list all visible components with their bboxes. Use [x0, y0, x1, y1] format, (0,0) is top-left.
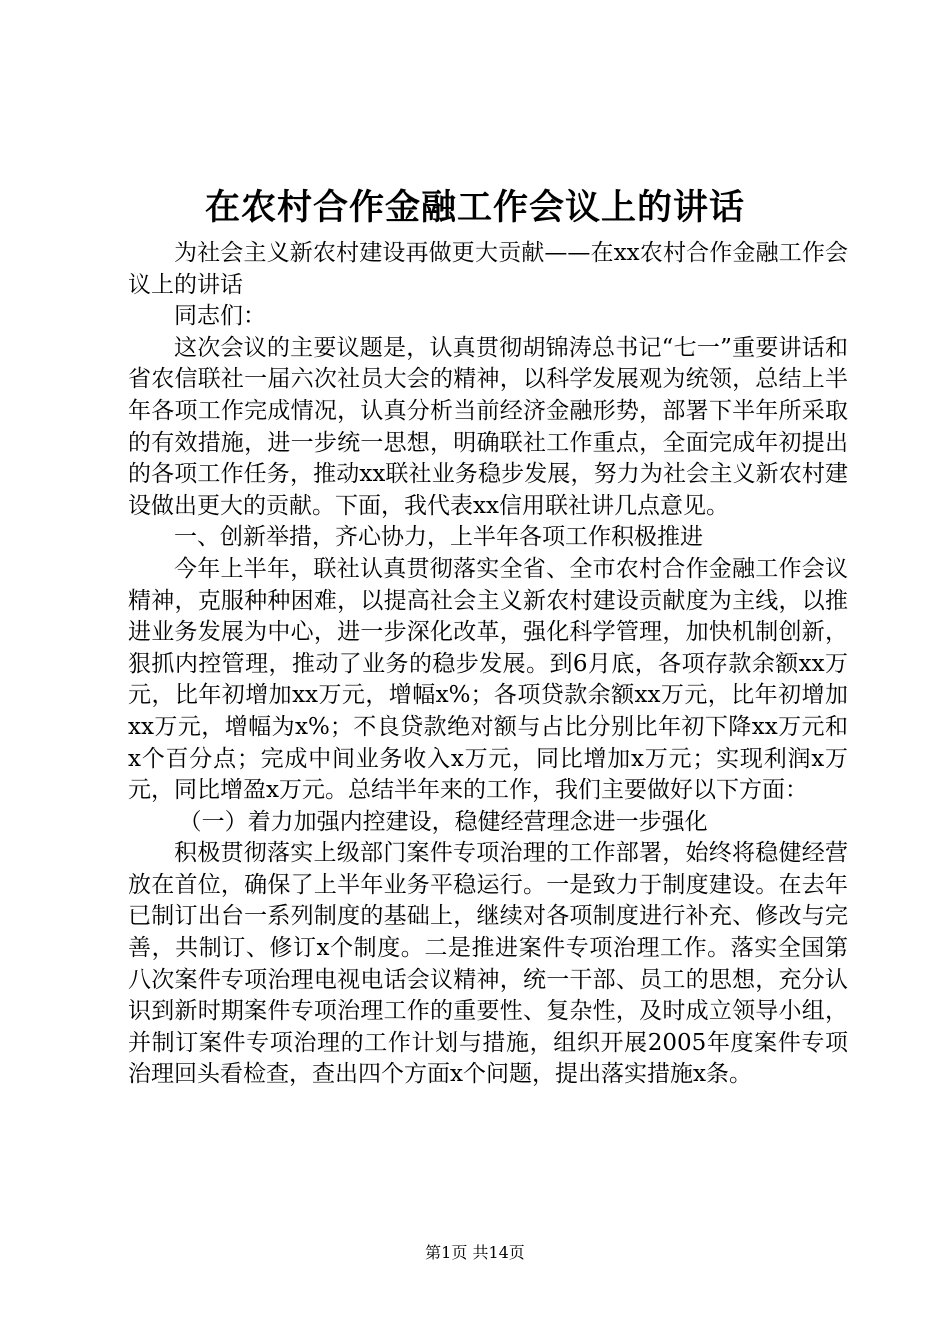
subsection-heading: （一）着力加强内控建设，稳健经营理念进一步强化: [178, 808, 708, 835]
body-paragraph: 今年上半年，联社认真贯彻落实全省、全市农村合作金融工作会议精神，克服种种困难，以提高社会主义新农村建设贡献度为主线，以推进业务发展为中心，进一步深化改革，强化科学管理，加快机制创新，狠抓内控管理，推动了业务的稳步发展。到6月底，各项存款余额xx万元，比年初增加xx万元，增幅x%；各项贷款余额xx万元，比年初增加xx万元，增幅为x%；不良贷款绝对额与占比分别比年初下降xx万元和x个百分点；完成中间业务收入x万元，同比增加x万元；实现利润x万元，同比增盈x万元。总结半年来的工作，我们主要做好以下方面：: [128, 555, 848, 804]
page-footer: 第1页 共14页: [425, 1243, 525, 1262]
section-heading: 一、创新举措，齐心协力，上半年各项工作积极推进: [174, 524, 703, 551]
subtitle-paragraph: 为社会主义新农村建设再做更大贡献——在xx农村合作金融工作会议上的讲话: [128, 240, 848, 298]
salutation-paragraph: 同志们：: [174, 303, 266, 330]
document-body: [128, 238, 848, 1091]
body-paragraph: 这次会议的主要议题是，认真贯彻胡锦涛总书记“七一”重要讲话和省农信联社一届六次社员大会的精神，以科学发展观为统领，总结上半年各项工作完成情况，认真分析当前经济金融形势，部署下半年所采取的有效措施，进一步统一思想，明确联社工作重点，全面完成年初提出的各项工作任务，推动xx联社业务稳步发展，努力为社会主义新农村建设做出更大的贡献。下面，我代表xx信用联社讲几点意见。: [128, 334, 848, 519]
document-title: 在农村合作金融工作会议上的讲话: [204, 187, 745, 228]
body-paragraph: 积极贯彻落实上级部门案件专项治理的工作部署，始终将稳健经营放在首位，确保了上半年业务平稳运行。一是致力于制度建设。在去年已制订出台一系列制度的基础上，继续对各项制度进行补充、修改与完善，共制订、修订x个制度。二是推进案件专项治理工作。落实全国第八次案件专项治理电视电话会议精神，统一干部、员工的思想，充分认识到新时期案件专项治理工作的重要性、复杂性，及时成立领导小组，并制订案件专项治理的工作计划与措施，组织开展2005年度案件专项治理回头看检查，查出四个方面x个问题，提出落实措施x条。: [128, 840, 848, 1088]
